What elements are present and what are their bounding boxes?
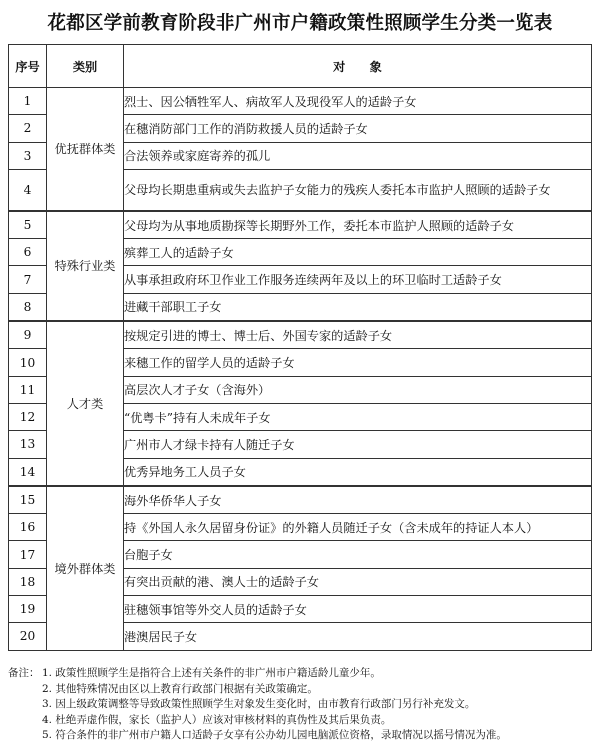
row-object: 港澳居民子女 (124, 623, 592, 650)
row-index: 6 (9, 239, 47, 266)
row-object: 进藏干部职工子女 (124, 293, 592, 321)
table-body (9, 88, 592, 651)
table-row (9, 211, 592, 239)
row-index: 4 (9, 169, 47, 211)
row-index: 19 (9, 596, 47, 623)
row-index: 12 (9, 403, 47, 430)
note-text: 1. 政策性照顾学生是指符合上述有关条件的非广州市户籍适龄儿童少年。 (42, 667, 381, 679)
table-row (9, 321, 592, 349)
row-object: 持《外国人永久居留身份证》的外籍人员随迁子女（含未成年的持证人本人） (124, 514, 592, 541)
header-object: 对 象 (124, 45, 592, 88)
row-object: 父母均长期患重病或失去监护子女能力的残疾人委托本市监护人照顾的适龄子女 (124, 169, 592, 211)
row-object: 来穗工作的留学人员的适龄子女 (124, 349, 592, 376)
row-index: 18 (9, 568, 47, 595)
row-index: 14 (9, 458, 47, 486)
row-object: 殡葬工人的适龄子女 (124, 239, 592, 266)
row-index: 3 (9, 142, 47, 169)
row-index: 7 (9, 266, 47, 293)
note-text: 3. 因上级政策调整等导致政策性照顾学生对象发生变化时，由市教育行政部门另行补充发文。 (42, 698, 476, 710)
note-indent (8, 697, 42, 713)
row-index: 13 (9, 431, 47, 458)
note-text: 2. 其他特殊情况由区以上教育行政部门根据有关政策确定。 (42, 682, 318, 695)
policy-table (8, 44, 592, 651)
row-index: 16 (9, 514, 47, 541)
row-index: 9 (9, 321, 47, 349)
note-indent (8, 713, 42, 729)
page-title: 花都区学前教育阶段非广州市户籍政策性照顾学生分类一览表 (47, 13, 553, 34)
category-cell: 境外群体类 (47, 486, 124, 650)
note-indent (8, 728, 42, 744)
row-index: 1 (9, 88, 47, 115)
row-index: 5 (9, 211, 47, 239)
header-index: 序号 (9, 45, 47, 88)
row-index: 2 (9, 115, 47, 142)
row-index: 8 (9, 293, 47, 321)
row-object: 有突出贡献的港、澳人士的适龄子女 (124, 568, 592, 595)
row-index: 17 (9, 541, 47, 568)
note-item (8, 713, 592, 729)
note-item (8, 697, 592, 713)
row-index: 20 (9, 623, 47, 650)
row-object: 广州市人才绿卡持有人随迁子女 (124, 431, 592, 458)
category-cell: 特殊行业类 (47, 211, 124, 321)
row-object: 高层次人才子女（含海外） (124, 376, 592, 403)
table-row (9, 486, 592, 514)
row-object: 合法领养或家庭寄养的孤儿 (124, 142, 592, 169)
row-index: 10 (9, 349, 47, 376)
category-cell: 人才类 (47, 321, 124, 486)
table-row (9, 88, 592, 115)
row-object: 烈士、因公牺牲军人、病故军人及现役军人的适龄子女 (124, 88, 592, 115)
row-object: 从事承担政府环卫作业工作服务连续两年及以上的环卫临时工适龄子女 (124, 266, 592, 293)
table-header-row (9, 45, 592, 88)
note-item (8, 682, 592, 698)
note-item (8, 666, 592, 682)
row-object: 优秀异地务工人员子女 (124, 458, 592, 486)
notes-section (8, 666, 592, 744)
note-text: 4. 杜绝弄虚作假，家长（监护人）应该对审核材料的真伪性及其后果负责。 (42, 713, 392, 726)
notes-label: 备注： (8, 667, 40, 679)
row-object: 海外华侨华人子女 (124, 486, 592, 514)
row-object: 驻穗领事馆等外交人员的适龄子女 (124, 596, 592, 623)
row-object: 台胞子女 (124, 541, 592, 568)
note-indent (8, 682, 42, 698)
row-object: 在穗消防部门工作的消防救援人员的适龄子女 (124, 115, 592, 142)
header-category: 类别 (47, 45, 124, 88)
note-text: 5. 符合条件的非广州市户籍人口适龄子女享有公办幼儿园电脑派位资格，录取情况以摇号情况为准。 (42, 729, 507, 741)
row-object: “优粤卡”持有人未成年子女 (124, 403, 592, 430)
row-index: 11 (9, 376, 47, 403)
category-cell: 优抚群体类 (47, 88, 124, 211)
note-item (8, 728, 592, 744)
row-object: 按规定引进的博士、博士后、外国专家的适龄子女 (124, 321, 592, 349)
row-index: 15 (9, 486, 47, 514)
row-object: 父母均为从事地质勘探等长期野外工作，委托本市监护人照顾的适龄子女 (124, 211, 592, 239)
